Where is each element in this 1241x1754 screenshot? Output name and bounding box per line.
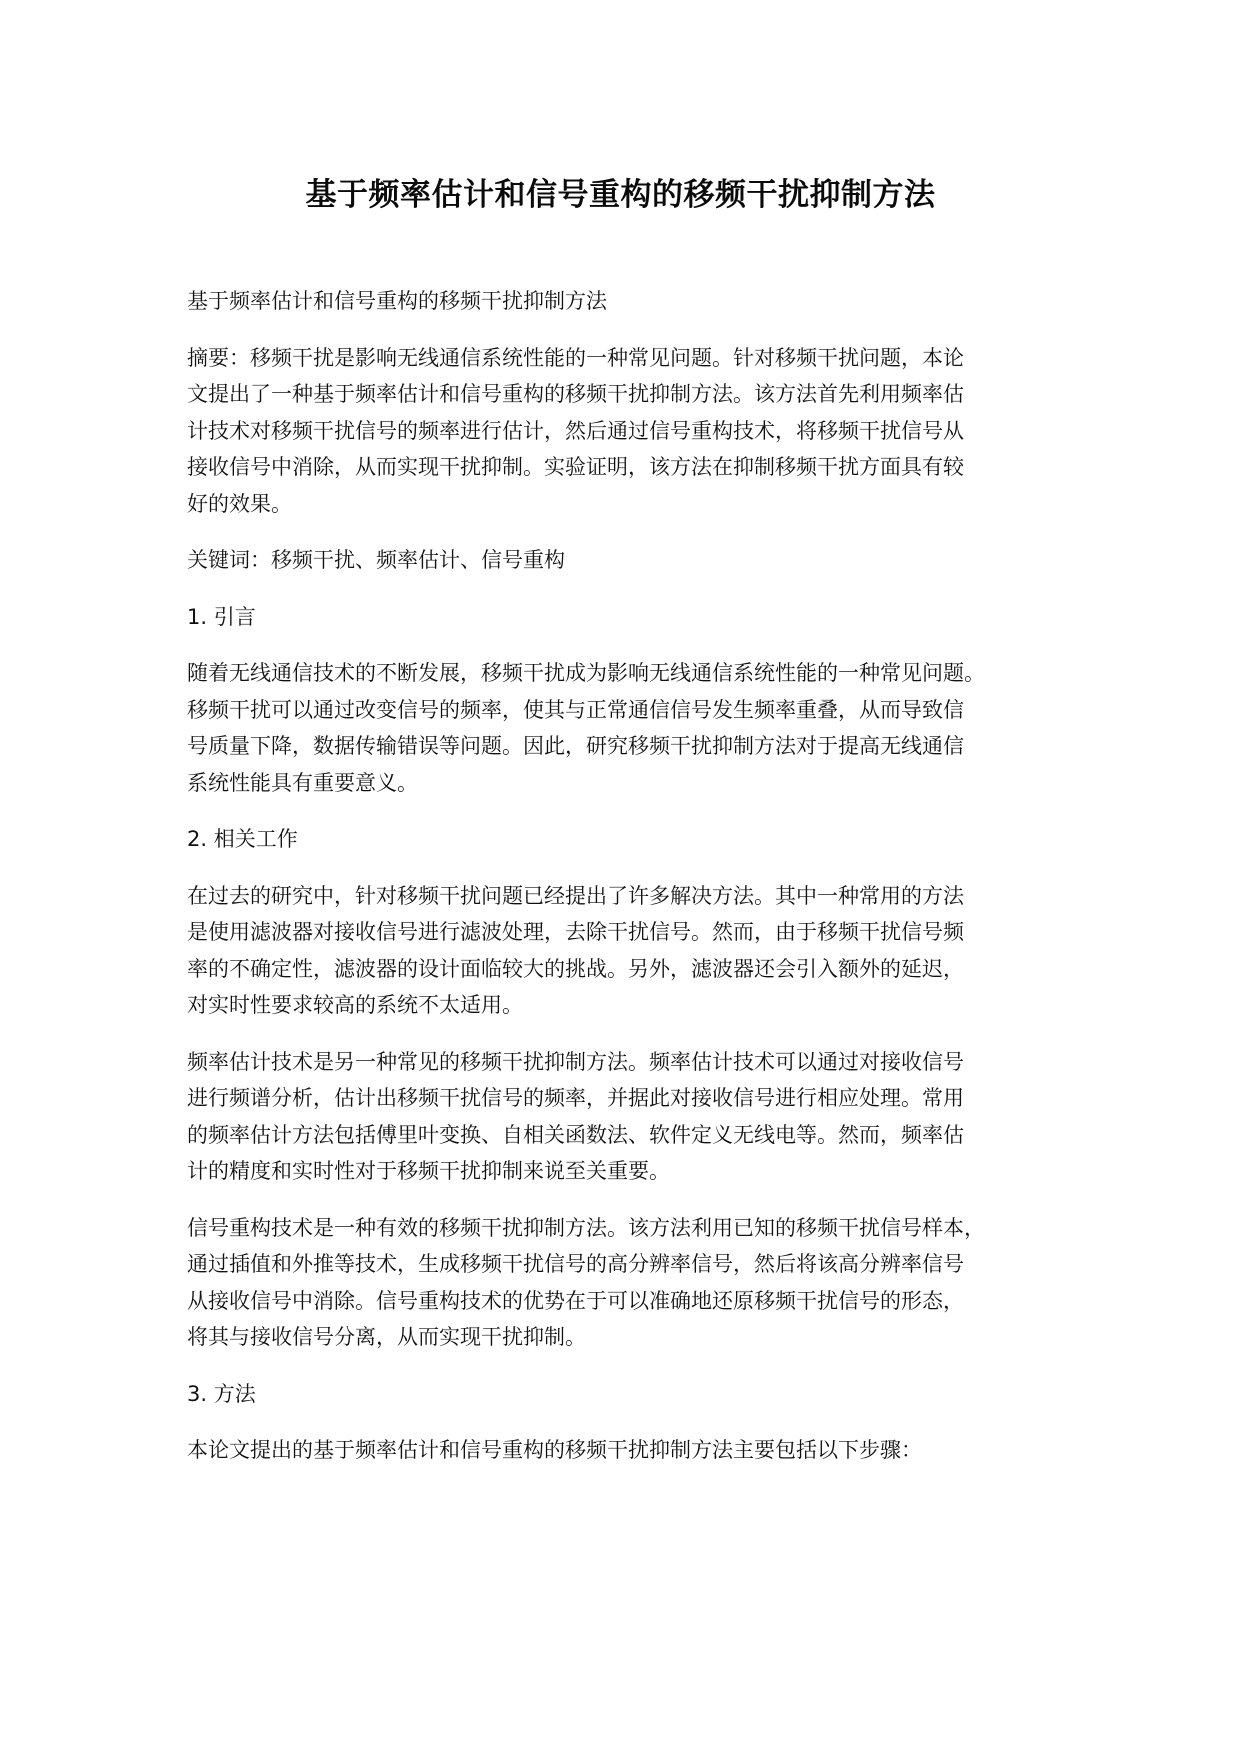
paragraph-line: 将其与接收信号分离，从而实现干扰抑制。: [187, 1325, 586, 1349]
paragraph-line: 号质量下降，数据传输错误等问题。因此，研究移频干扰抑制方法对于提高无线通信: [187, 734, 964, 758]
related-work-paragraph-2: [187, 1044, 1077, 1190]
section-heading-introduction: 1. 引言: [187, 604, 256, 629]
introduction-paragraph: [187, 655, 1077, 801]
document-body: [187, 283, 1077, 1489]
abstract-line: 文提出了一种基于频率估计和信号重构的移频干扰抑制方法。该方法首先利用频率估: [187, 382, 964, 406]
section-heading-method: 3. 方法: [187, 1381, 256, 1406]
paragraph-line: 的频率估计方法包括傅里叶变换、自相关函数法、软件定义无线电等。然而，频率估: [187, 1122, 964, 1147]
keywords-paragraph: 关键词：移频干扰、频率估计、信号重构: [187, 548, 565, 572]
document-title: 基于频率估计和信号重构的移频干扰抑制方法: [305, 177, 936, 213]
abstract-paragraph: [187, 340, 1077, 523]
subtitle-paragraph: 基于频率估计和信号重构的移频干扰抑制方法: [187, 289, 607, 313]
paragraph-line: 在过去的研究中，针对移频干扰问题已经提出了许多解决方法。其中一种常用的方法: [187, 883, 964, 908]
paragraph-line: 是使用滤波器对接收信号进行滤波处理，去除干扰信号。然而，由于移频干扰信号频: [187, 920, 964, 944]
paragraph-line: 率的不确定性，滤波器的设计面临较大的挑战。另外，滤波器还会引入额外的延迟，: [187, 956, 964, 981]
method-intro-paragraph: 本论文提出的基于频率估计和信号重构的移频干扰抑制方法主要包括以下步骤：: [187, 1438, 922, 1462]
paragraph-line: 计的精度和实时性对于移频干扰抑制来说至关重要。: [187, 1159, 670, 1183]
related-work-paragraph-3: [187, 1210, 1077, 1356]
paragraph-line: 通过插值和外推等技术，生成移频干扰信号的高分辨率信号，然后将该高分辨率信号: [187, 1252, 964, 1276]
abstract-line: 接收信号中消除，从而实现干扰抑制。实验证明，该方法在抑制移频干扰方面具有较: [187, 455, 964, 479]
abstract-line: 好的效果。: [187, 491, 292, 516]
paragraph-line: 进行频谱分析，估计出移频干扰信号的频率，并据此对接收信号进行相应处理。常用: [187, 1086, 964, 1110]
abstract-line: 摘要：移频干扰是影响无线通信系统性能的一种常见问题。针对移频干扰问题，本论: [187, 345, 964, 370]
abstract-line: 计技术对移频干扰信号的频率进行估计，然后通过信号重构技术，将移频干扰信号从: [187, 418, 964, 443]
paragraph-line: 对实时性要求较高的系统不太适用。: [187, 993, 523, 1017]
paragraph-line: 信号重构技术是一种有效的移频干扰抑制方法。该方法利用已知的移频干扰信号样本，: [187, 1215, 985, 1240]
paragraph-line: 随着无线通信技术的不断发展，移频干扰成为影响无线通信系统性能的一种常见问题。: [187, 661, 985, 685]
related-work-paragraph-1: [187, 878, 1077, 1024]
paragraph-line: 移频干扰可以通过改变信号的频率，使其与正常通信信号发生频率重叠，从而导致信: [187, 697, 964, 722]
section-heading-related-work: 2. 相关工作: [187, 827, 298, 851]
paragraph-line: 系统性能具有重要意义。: [187, 770, 418, 795]
paragraph-line: 从接收信号中消除。信号重构技术的优势在于可以准确地还原移频干扰信号的形态，: [187, 1288, 964, 1313]
paragraph-line: 频率估计技术是另一种常见的移频干扰抑制方法。频率估计技术可以通过对接收信号: [187, 1049, 964, 1074]
